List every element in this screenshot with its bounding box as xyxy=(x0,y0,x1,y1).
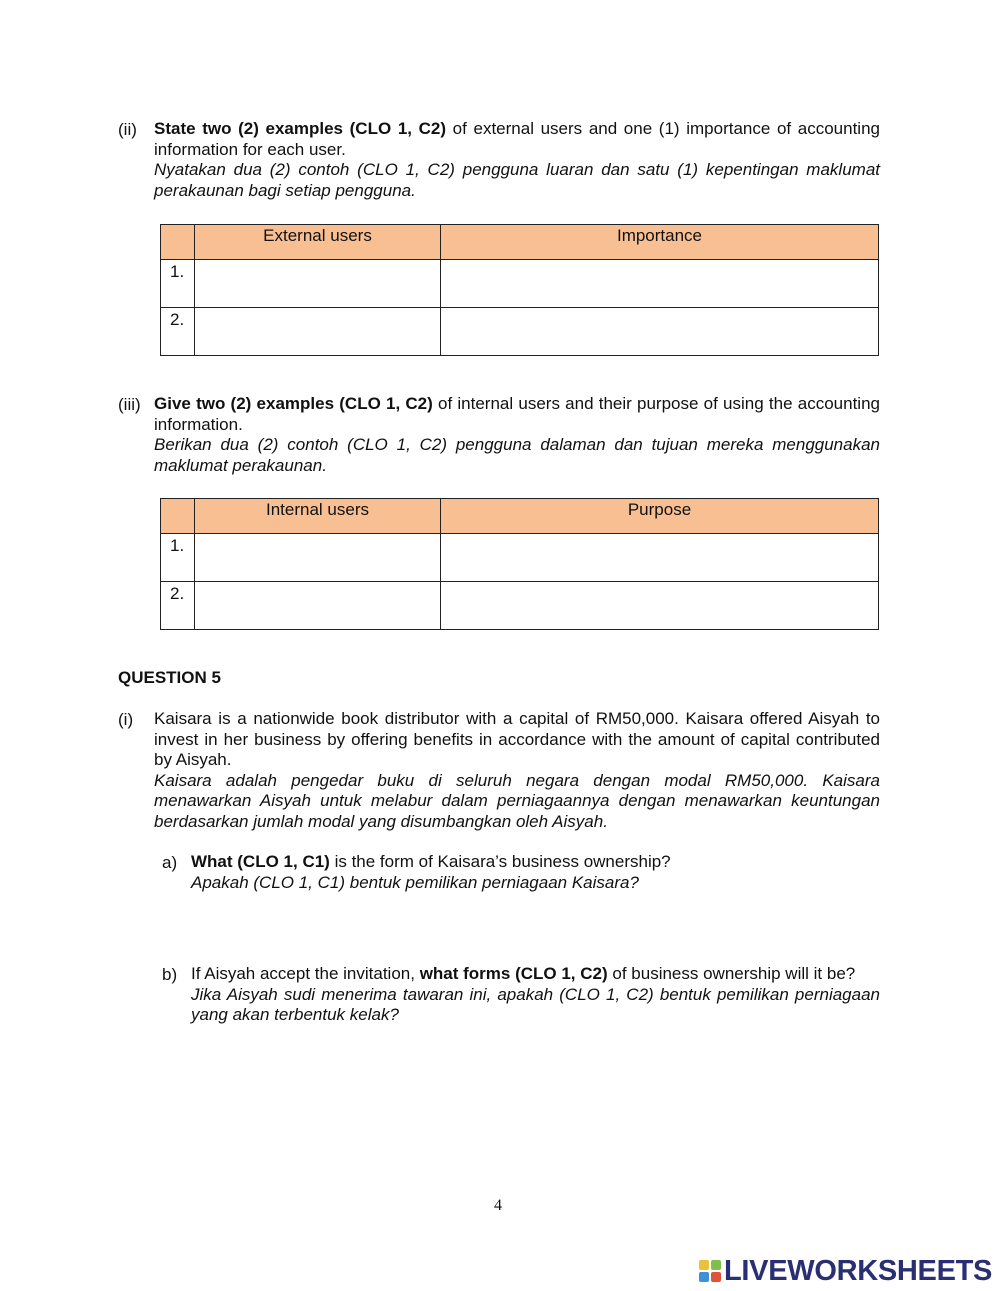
table-corner-cell xyxy=(161,499,195,534)
table-corner-cell xyxy=(161,225,195,260)
question-5-a-english xyxy=(191,852,880,873)
question-ii-bold: State two (2) examples (CLO 1, C2) xyxy=(154,119,447,138)
logo-icon xyxy=(699,1260,721,1282)
logo-block-green xyxy=(711,1260,721,1270)
question-iii-text xyxy=(154,394,880,476)
question-5-i-malay: Kaisara adalah pengedar buku di seluruh negara dengan modal RM50,000. Kaisara menawarkan Aisyah untuk melabur dalam perniagaannya dengan menawarkan keuntungan berdasarkan jumlah modal yang disumbangkan oleh Aisyah. xyxy=(154,770,880,831)
question-5-a-text xyxy=(191,852,880,893)
question-5-b-text xyxy=(191,964,880,1026)
internal-user-answer-cell[interactable] xyxy=(195,534,441,582)
external-user-answer-cell[interactable] xyxy=(195,308,441,356)
purpose-answer-cell[interactable] xyxy=(441,582,879,630)
row-number: 1. xyxy=(161,260,195,308)
row-number: 2. xyxy=(161,308,195,356)
purpose-answer-cell[interactable] xyxy=(441,534,879,582)
question-5-a-rest: is the form of Kaisara’s business ownership? xyxy=(329,852,671,871)
liveworksheets-logo xyxy=(699,1254,992,1288)
question-5-i-english: Kaisara is a nationwide book distributor with a capital of RM50,000. Kaisara offered Aisyah to invest in her business by offering benefits in accordance with the amount of capital contributed by Aisyah. xyxy=(154,709,880,769)
question-iii-bold: Give two (2) examples (CLO 1, C2) xyxy=(154,394,433,413)
importance-header: Importance xyxy=(441,225,879,260)
page-number: 4 xyxy=(494,1197,502,1214)
internal-users-table xyxy=(160,498,879,630)
external-user-answer-cell[interactable] xyxy=(195,260,441,308)
question-5-b-label: b) xyxy=(162,965,178,984)
purpose-header: Purpose xyxy=(441,499,879,534)
table-row xyxy=(161,582,879,630)
question-5-a-label: a) xyxy=(162,853,178,872)
question-ii-rest: of external users and one (1) importance of accounting information for each user. xyxy=(154,119,880,159)
question-5-b-bold: what forms (CLO 1, C2) xyxy=(419,964,608,983)
question-5-heading: QUESTION 5 xyxy=(118,668,221,687)
question-5-b-malay: Jika Aisyah sudi menerima tawaran ini, apakah (CLO 1, C2) bentuk pemilikan perniagaan yang akan terbentuk kelak? xyxy=(191,984,880,1024)
question-ii-text xyxy=(154,119,880,201)
logo-block-blue xyxy=(699,1272,709,1282)
question-ii-english xyxy=(154,119,880,160)
external-users-table xyxy=(160,224,879,356)
question-ii-number: (ii) xyxy=(118,120,137,139)
question-5-i-number: (i) xyxy=(118,710,134,729)
question-iii-rest: of internal users and their purpose of using the accounting information. xyxy=(154,394,880,434)
row-number: 2. xyxy=(161,582,195,630)
question-5-b-rest: of business ownership will it be? xyxy=(607,964,856,983)
logo-text: LIVEWORKSHEETS xyxy=(724,1254,993,1287)
question-ii-malay: Nyatakan dua (2) contoh (CLO 1, C2) pengguna luaran dan satu (1) kepentingan maklumat perakaunan bagi setiap pengguna. xyxy=(154,160,880,200)
question-iii-number: (iii) xyxy=(118,395,141,414)
question-5-b-english xyxy=(191,964,880,985)
importance-answer-cell[interactable] xyxy=(441,260,879,308)
question-5-a-malay: Apakah (CLO 1, C1) bentuk pemilikan perniagaan Kaisara? xyxy=(191,872,639,892)
question-5-i-text xyxy=(154,709,880,832)
question-5-a-bold: What (CLO 1, C1) xyxy=(191,852,330,871)
importance-answer-cell[interactable] xyxy=(441,308,879,356)
question-iii-malay: Berikan dua (2) contoh (CLO 1, C2) pengguna dalaman dan tujuan mereka menggunakan maklumat perakaunan. xyxy=(154,435,880,475)
table-row xyxy=(161,308,879,356)
logo-block-red xyxy=(711,1272,721,1282)
row-number: 1. xyxy=(161,534,195,582)
internal-users-header: Internal users xyxy=(195,499,441,534)
question-5-b-pre: If Aisyah accept the invitation, xyxy=(191,964,420,983)
external-users-header: External users xyxy=(195,225,441,260)
internal-user-answer-cell[interactable] xyxy=(195,582,441,630)
table-row xyxy=(161,534,879,582)
logo-block-yellow xyxy=(699,1260,709,1270)
table-row xyxy=(161,260,879,308)
question-iii-english xyxy=(154,394,880,435)
